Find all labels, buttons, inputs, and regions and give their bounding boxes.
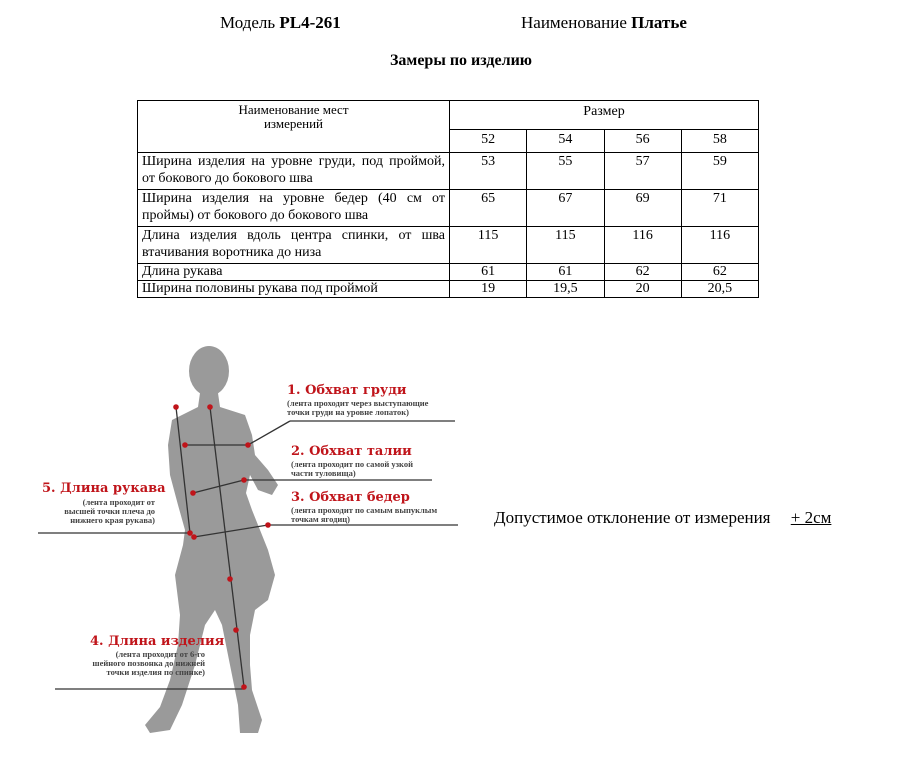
- row-value: 116: [681, 227, 758, 264]
- label-waist-title: 2. Обхват талии: [291, 444, 412, 459]
- row-value: 62: [604, 264, 681, 281]
- row-label: Ширина половины рукава под проймой: [138, 281, 450, 298]
- label-length-desc: точки изделия по спинке): [106, 667, 205, 677]
- row-label: Длина рукава: [138, 264, 450, 281]
- label-chest-title: 1. Обхват груди: [287, 383, 407, 398]
- model-label: Модель: [220, 13, 276, 32]
- product-name-value: Платье: [631, 13, 687, 32]
- row-value: 62: [681, 264, 758, 281]
- label-sleeve-desc: нижнего края рукава): [70, 515, 155, 525]
- row-value: 55: [527, 153, 604, 190]
- row-label: Ширина изделия на уровне груди, под проймой, от бокового до бокового шва: [138, 153, 450, 190]
- row-value: 115: [450, 227, 527, 264]
- label-sleeve-title: 5. Длина рукава: [42, 481, 166, 496]
- measurement-figure: [0, 335, 480, 735]
- label-hips-title: 3. Обхват бедер: [291, 490, 410, 505]
- product-name-label: Наименование: [521, 13, 627, 32]
- table-row: [138, 281, 759, 298]
- row-value: 67: [527, 190, 604, 227]
- label-length-desc: шейного позвонка до нижней: [92, 658, 205, 668]
- size-cell: 56: [604, 130, 681, 153]
- row-value: 71: [681, 190, 758, 227]
- label-length-desc: (лента проходит от 6-го: [115, 649, 205, 659]
- row-value: 65: [450, 190, 527, 227]
- size-cell: 54: [527, 130, 604, 153]
- row-value: 116: [604, 227, 681, 264]
- row-value: 20: [604, 281, 681, 298]
- row-label: Длина изделия вдоль центра спинки, от шва втачивания воротника до низа: [138, 227, 450, 264]
- model-header: [220, 13, 341, 33]
- document-title: Замеры по изделию: [389, 52, 533, 69]
- row-value: 19: [450, 281, 527, 298]
- label-waist-desc: части туловища): [291, 468, 356, 478]
- label-hips-desc: (лента проходит по самым выпуклым: [291, 505, 438, 515]
- row-value: 61: [450, 264, 527, 281]
- tolerance-text: Допустимое отклонение от измерения: [494, 508, 771, 527]
- column-header-name-text: Наименование мест измерений: [238, 102, 349, 131]
- model-value: PL4-261: [279, 13, 341, 32]
- column-header-name: [138, 101, 450, 153]
- row-value: 53: [450, 153, 527, 190]
- label-waist-desc: (лента проходит по самой узкой: [291, 459, 413, 469]
- row-value: 57: [604, 153, 681, 190]
- label-chest-desc: (лента проходит через выступающие: [287, 398, 429, 408]
- product-name-header: [521, 13, 687, 33]
- column-header-size: Размер: [450, 101, 759, 130]
- table-row: [138, 227, 759, 264]
- tolerance-note: [494, 508, 831, 528]
- measurements-table: [137, 100, 759, 298]
- table-row: [138, 190, 759, 227]
- row-value: 59: [681, 153, 758, 190]
- table-row: [138, 153, 759, 190]
- row-value: 69: [604, 190, 681, 227]
- label-length-title: 4. Длина изделия: [90, 634, 225, 649]
- size-cell: 58: [681, 130, 758, 153]
- label-chest-desc: точки груди на уровне лопаток): [287, 407, 409, 417]
- size-cell: 52: [450, 130, 527, 153]
- row-value: 115: [527, 227, 604, 264]
- label-sleeve-desc: (лента проходит от: [82, 497, 155, 507]
- tolerance-value: + 2см: [790, 508, 832, 527]
- label-sleeve-desc: высшей точки плеча до: [64, 506, 155, 516]
- row-value: 20,5: [681, 281, 758, 298]
- table-row: [138, 264, 759, 281]
- row-value: 19,5: [527, 281, 604, 298]
- row-value: 61: [527, 264, 604, 281]
- label-hips-desc: точкам ягодиц): [291, 514, 350, 524]
- row-label: Ширина изделия на уровне бедер (40 см от проймы) от бокового до бокового шва: [138, 190, 450, 227]
